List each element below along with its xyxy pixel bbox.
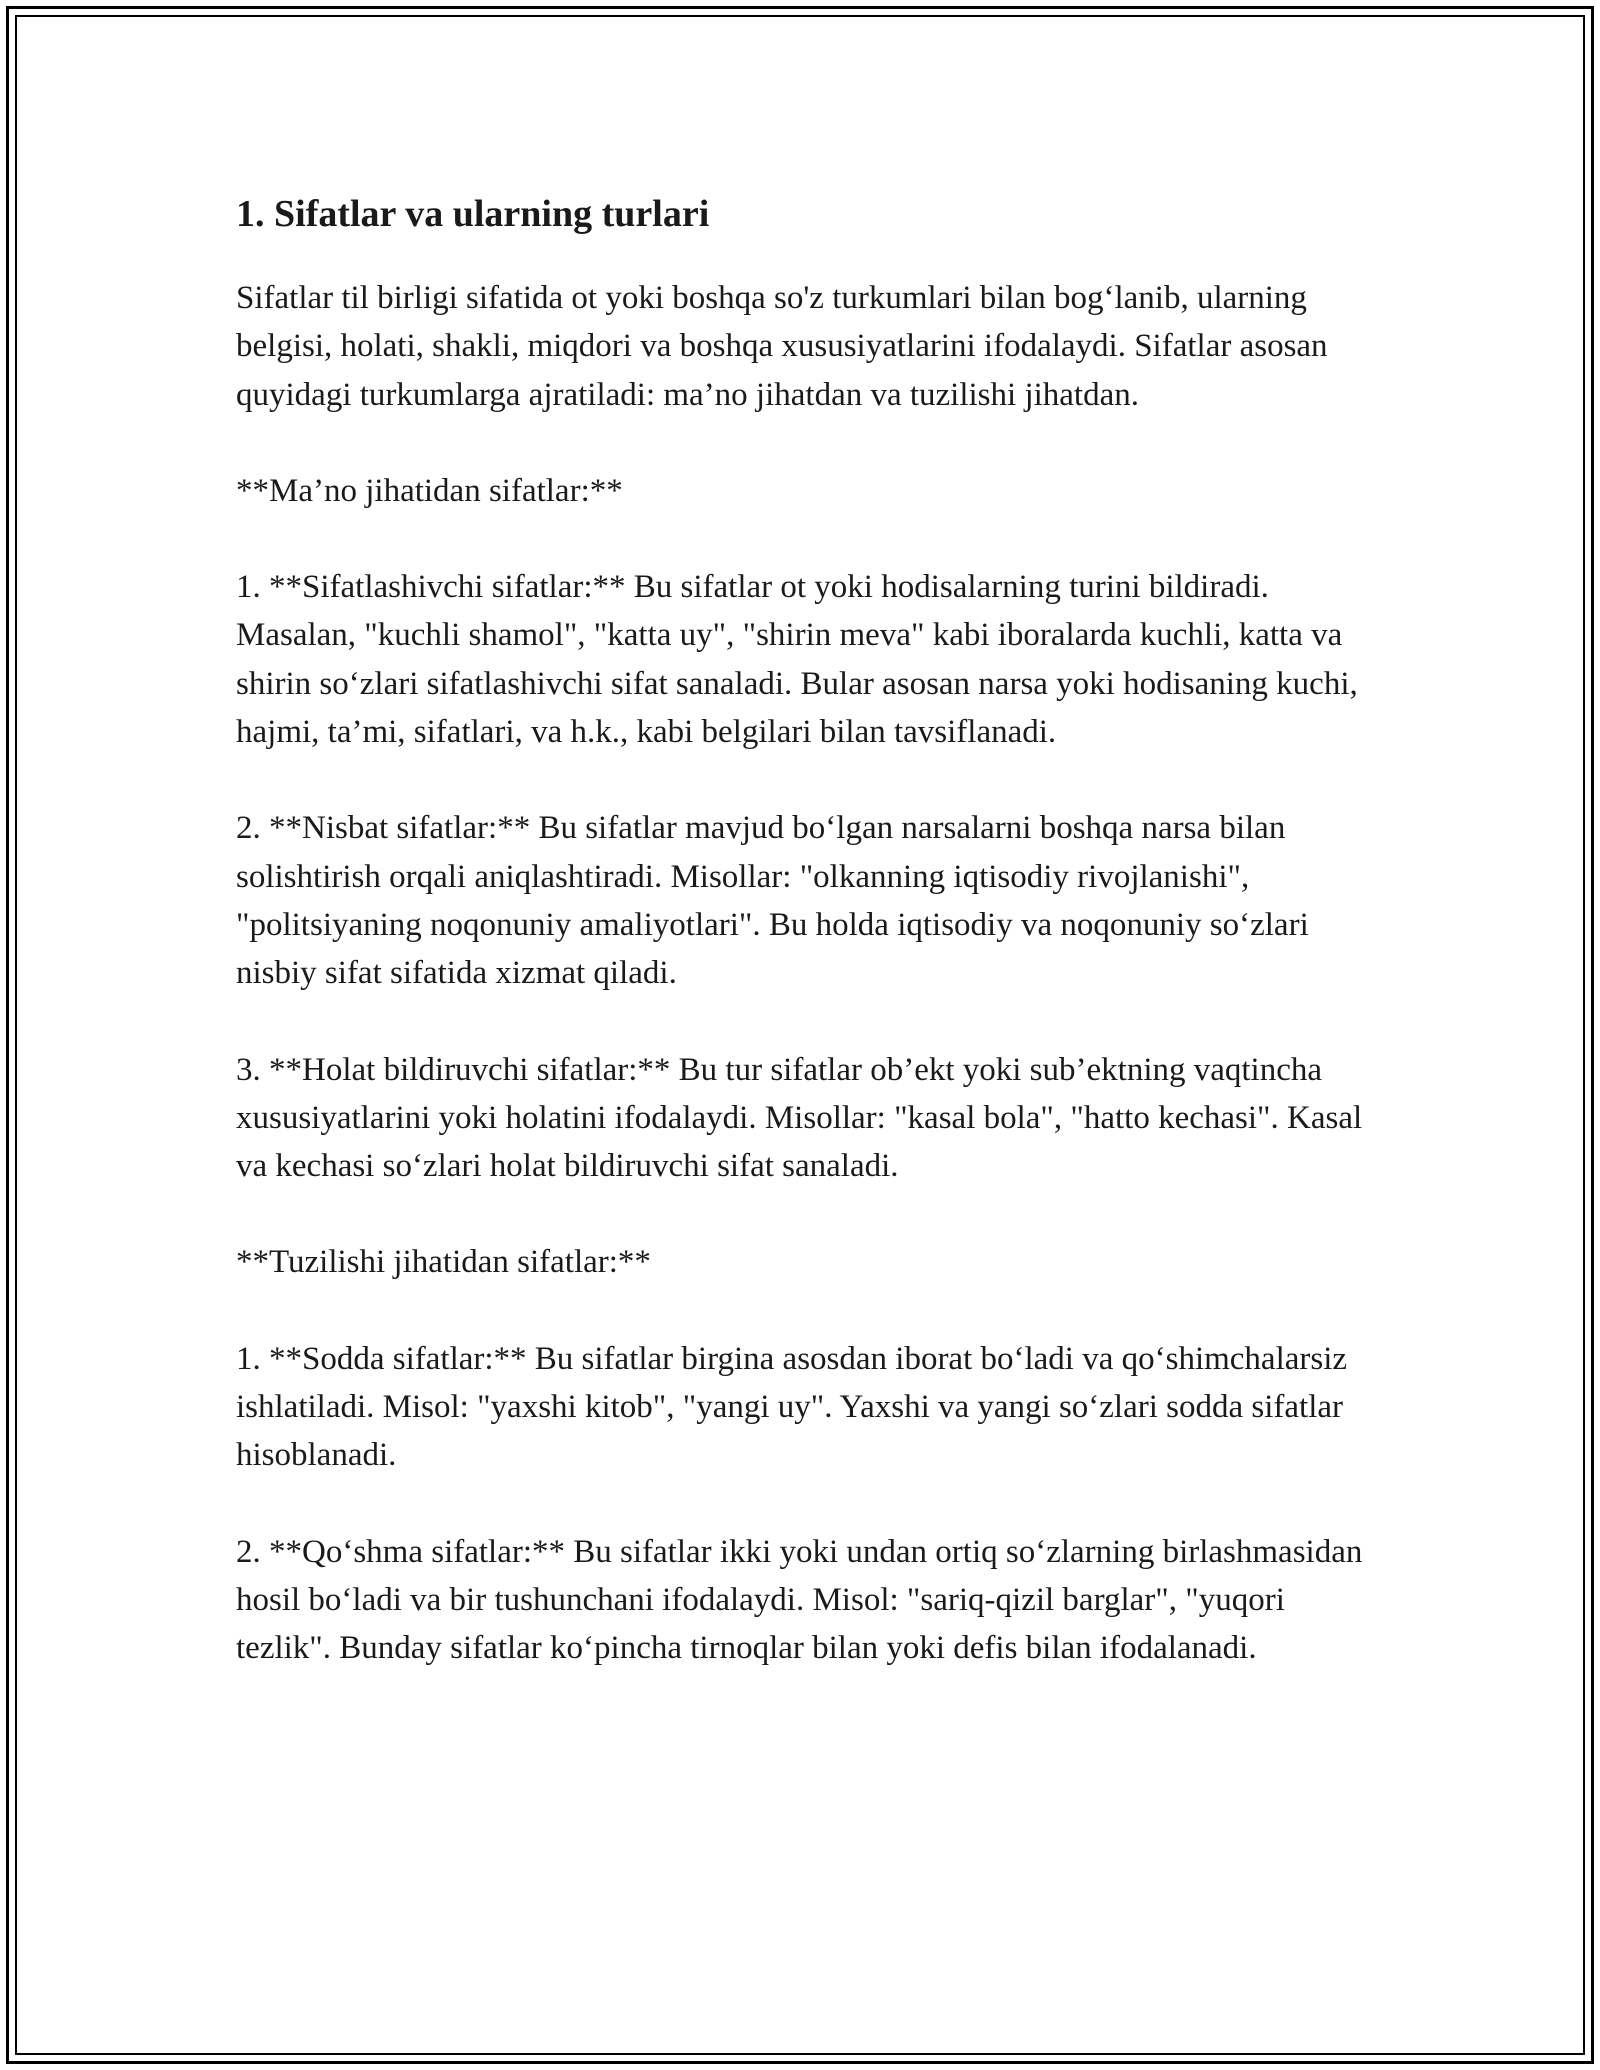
- intro-paragraph: Sifatlar til birligi sifatida ot yoki boshqa so'z turkumlari bilan bog‘lanib, ularning belgisi, holati, shakli, miqdori va boshqa xususiyatlarini ifodalaydi. Sifatlar asosan quyidagi turkumlarga ajratiladi: ma’no jihatdan va tuzilishi jihatdan.: [236, 280, 1328, 413]
- meaning-item-1: 1. **Sifatlashivchi sifatlar:** Bu sifatlar ot yoki hodisalarning turini bildiradi. Masalan, "kuchli shamol", "katta uy", "shirin meva" kabi iboralarda kuchli, katta va shirin so‘zlari sifatlashivchi sifat sanaladi. Bular asosan narsa yoki hodisaning kuchi, hajmi, ta’mi, sifatlari, va h.k., kabi belgilari bilan tavsiflanadi.: [236, 569, 1358, 751]
- structure-item-2: 2. **Qo‘shma sifatlar:** Bu sifatlar ikki yoki undan ortiq so‘zlarning birlashmasidan hosil bo‘ladi va bir tushunchani ifodalaydi. Misol: "sariq-qizil barglar", "yuqori tezlik". Bunday sifatlar ko‘pincha tirnoqlar bilan yoki defis bilan ifodalanadi.: [236, 1533, 1363, 1667]
- structure-item-1: 1. **Sodda sifatlar:** Bu sifatlar birgina asosdan iborat bo‘ladi va qo‘shimchalarsiz ishlatiladi. Misol: "yaxshi kitob", "yangi uy". Yaxshi va yangi so‘zlari sodda sifatlar hisoblanadi.: [236, 1340, 1348, 1474]
- meaning-item-3: 3. **Holat bildiruvchi sifatlar:** Bu tur sifatlar ob’ekt yoki sub’ektning vaqtincha xususiyatlarini yoki holatini ifodalaydi. Misollar: "kasal bola", "hatto kechasi". Kasal va kechasi so‘zlari holat bildiruvchi sifat sanaladi.: [236, 1051, 1363, 1185]
- meaning-heading: **Ma’no jihatidan sifatlar:**: [236, 472, 623, 509]
- meaning-item-2: 2. **Nisbat sifatlar:** Bu sifatlar mavjud bo‘lgan narsalarni boshqa narsa bilan solishtirish orqali aniqlashtiradi. Misollar: "olkanning iqtisodiy rivojlanishi", "politsiyaning noqonuniy amaliyotlari". Bu holda iqtisodiy va noqonuniy so‘zlari nisbiy sifat sifatida xizmat qiladi.: [236, 810, 1309, 992]
- section-title: 1. Sifatlar va ularning turlari: [236, 193, 710, 235]
- structure-heading: **Tuzilishi jihatidan sifatlar:**: [236, 1244, 651, 1281]
- document-body: [236, 184, 1366, 1721]
